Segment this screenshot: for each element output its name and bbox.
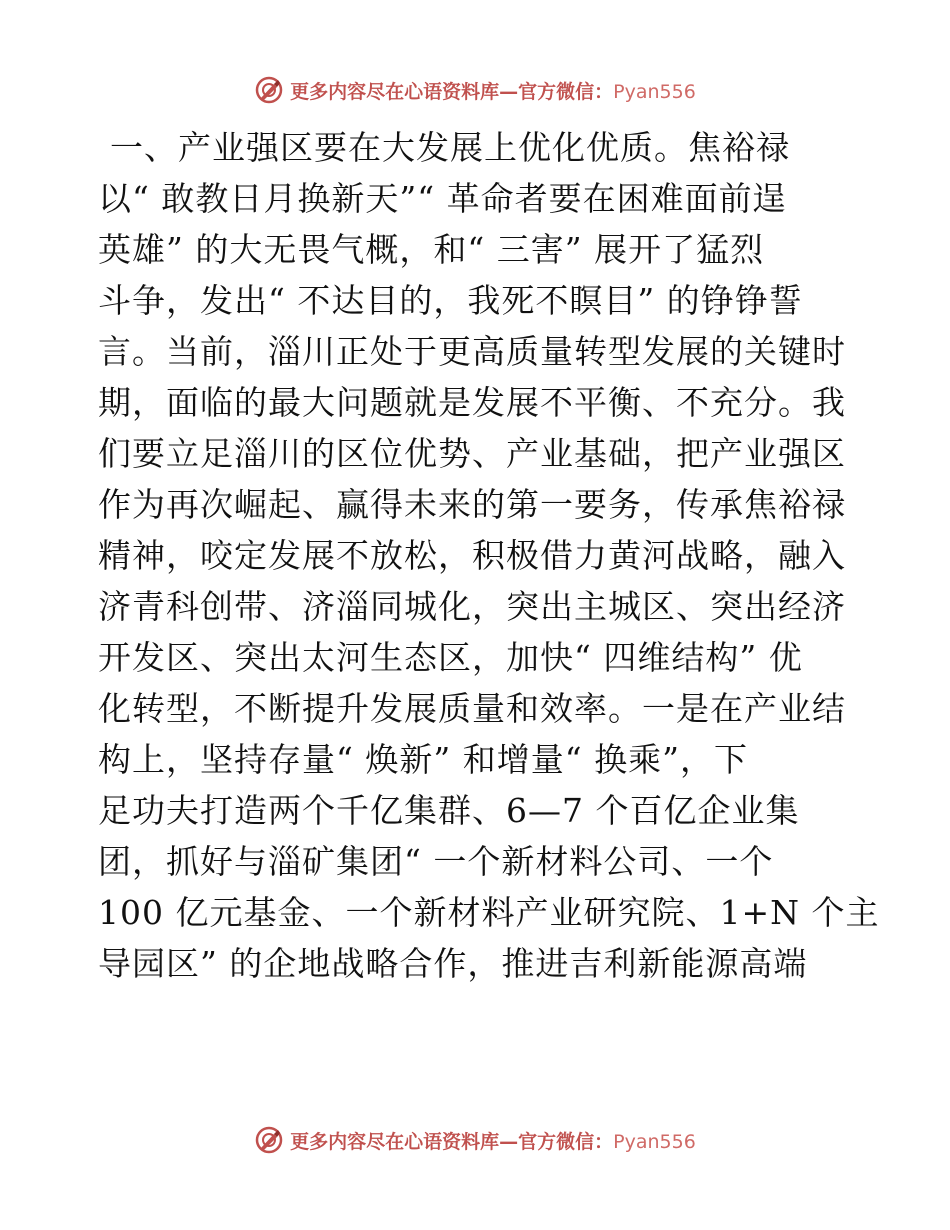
banner-text: 更多内容尽在心语资料库—官方微信：Pyan556	[290, 1130, 696, 1153]
text-line: 期，面临的最大问题就是发展不平衡、不充分。我	[98, 383, 846, 422]
text-line: 导园区” 的企地战略合作，推进吉利新能源高端	[98, 944, 808, 983]
document-body	[98, 122, 880, 989]
wechat-id: Pyan556	[613, 80, 696, 103]
text-line: 作为再次崛起、赢得未来的第一要务，传承焦裕禄	[98, 485, 846, 524]
wechat-id: Pyan556	[613, 1130, 696, 1153]
text-line: 以“ 敢教日月换新天”“ 革命者要在困难面前逞	[98, 179, 787, 218]
text-line: 言。当前，淄川正处于更高质量转型发展的关键时	[98, 332, 846, 371]
text-line: 100 亿元基金、一个新材料产业研究院、1+N 个主	[98, 893, 880, 932]
text-line: 精神，咬定发展不放松，积极借力黄河战略，融入	[98, 536, 846, 575]
text-line: 构上，坚持存量“ 焕新” 和增量“ 换乘”，下	[98, 740, 748, 779]
text-line: 团，抓好与淄矿集团“ 一个新材料公司、一个	[98, 842, 774, 881]
text-line: 济青科创带、济淄同城化，突出主城区、突出经济	[98, 587, 846, 626]
text-line: 一、产业强区要在大发展上优化优质。焦裕禄	[110, 128, 790, 167]
footer-banner	[0, 1120, 950, 1160]
logo-icon	[254, 1125, 284, 1155]
text-line: 们要立足淄川的区位优势、产业基础，把产业强区	[98, 434, 846, 473]
text-line: 化转型，不断提升发展质量和效率。一是在产业结	[98, 689, 846, 728]
banner-text: 更多内容尽在心语资料库—官方微信：Pyan556	[290, 80, 696, 103]
header-banner	[0, 70, 950, 110]
text-line: 英雄” 的大无畏气概，和“ 三害” 展开了猛烈	[98, 230, 765, 269]
text-line: 开发区、突出太河生态区，加快“ 四维结构” 优	[98, 638, 803, 677]
logo-icon	[254, 75, 284, 105]
text-line: 斗争，发出“ 不达目的，我死不瞑目” 的铮铮誓	[98, 281, 803, 320]
text-line: 足功夫打造两个千亿集群、6—7 个百亿企业集	[98, 791, 800, 830]
